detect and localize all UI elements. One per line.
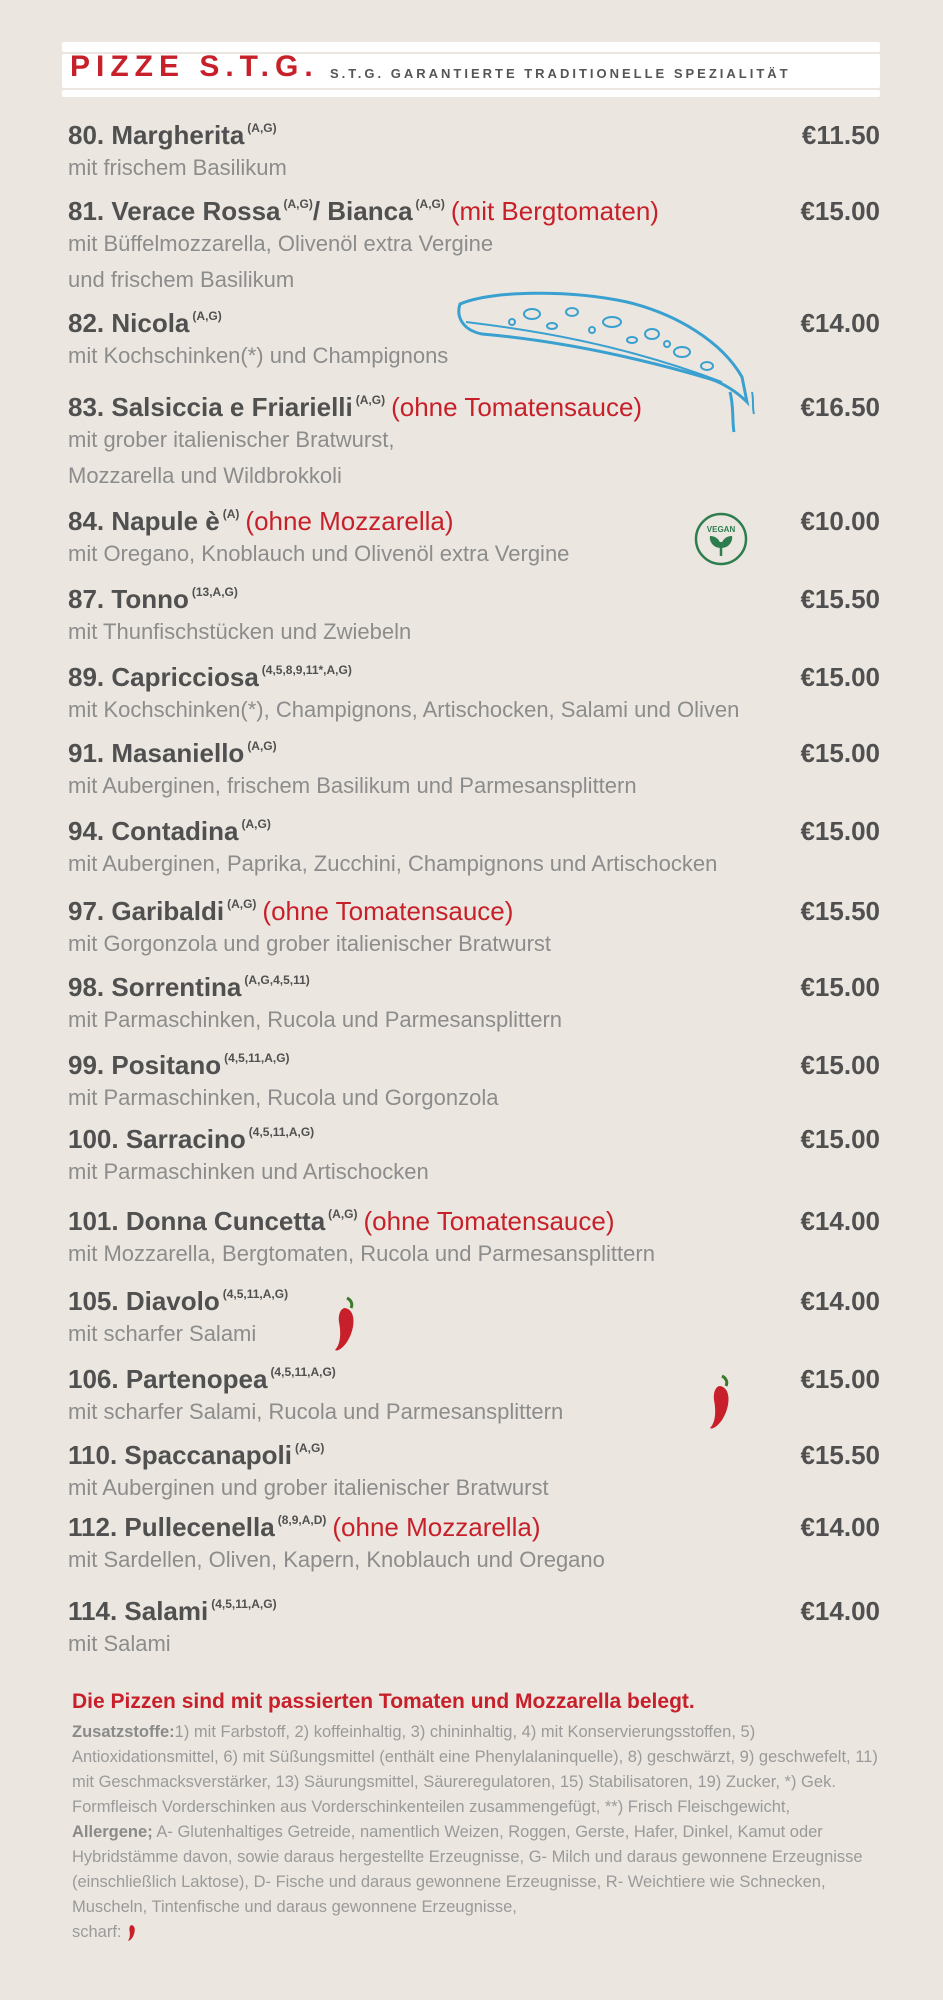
item-allergens: (8,9,A,D) <box>277 1513 327 1527</box>
item-name: 110. Spaccanapoli <box>68 1440 293 1470</box>
item-allergens: (13,A,G) <box>191 585 238 599</box>
item-allergens: (A,G) <box>295 1441 325 1455</box>
item-note: (ohne Tomatensauce) <box>262 896 514 926</box>
item-price: €15.50 <box>800 584 880 614</box>
item-name: 97. Garibaldi <box>68 896 225 926</box>
item-allergens: (A,G) <box>328 1207 358 1221</box>
menu-item <box>68 1440 880 1506</box>
item-name: 106. Partenopea <box>68 1364 268 1394</box>
additives-label: Zusatzstoffe: <box>72 1723 175 1741</box>
vegan-label: VEGAN <box>706 525 736 534</box>
allergens-label: Allergene; <box>72 1823 153 1841</box>
item-description: mit Salami <box>68 1631 171 1656</box>
item-name: 99. Positano <box>68 1050 222 1080</box>
item-allergens: (A,G) <box>247 121 277 135</box>
menu-item <box>68 1286 880 1352</box>
item-price: €15.00 <box>800 972 880 1002</box>
item-price: €15.00 <box>800 1364 880 1394</box>
menu-item <box>68 1512 880 1578</box>
item-name-alt: / Bianca <box>312 196 413 226</box>
item-allergens: (A,G) <box>241 817 271 831</box>
item-description: mit scharfer Salami, Rucola und Parmesansplittern <box>68 1399 564 1424</box>
additives-text: 1) mit Farbstoff, 2) koffeinhaltig, 3) chininhaltig, 4) mit Konservierungsstoffen, 5) Antioxidationsmittel, 6) mit Süßungsmittel (enthält eine Phenylalaninquelle), 8) geschwärzt, 9) geschwefelt, 11) mit Geschmacksverstärker, 13) Säurungsmittel, Säureregulatoren, 15) Stabilisatoren, 19) Zucker, *) Gek. Formfleisch Vorderschinken aus Vorderschinkenteilen zusammengefügt, **) Frisch Fleischgewicht, <box>72 1723 878 1816</box>
item-name: 101. Donna Cuncetta <box>68 1206 326 1236</box>
menu-item <box>68 662 880 728</box>
item-name: 81. Verace Rossa <box>68 196 281 226</box>
item-description: mit Büffelmozzarella, Olivenöl extra Vergine <box>68 231 494 256</box>
item-description: und frischem Basilikum <box>68 267 295 292</box>
item-name: 100. Sarracino <box>68 1124 246 1154</box>
item-allergens: (4,5,11,A,G) <box>222 1287 289 1301</box>
item-description: mit Parmaschinken, Rucola und Gorgonzola <box>68 1085 499 1110</box>
item-description: mit Gorgonzola und grober italienischer Bratwurst <box>68 931 552 956</box>
item-allergens: (A) <box>222 507 240 521</box>
item-note: (ohne Tomatensauce) <box>363 1206 615 1236</box>
item-description: mit frischem Basilikum <box>68 155 287 180</box>
item-description: mit Mozzarella, Bergtomaten, Rucola und Parmesansplittern <box>68 1241 655 1266</box>
menu-item <box>68 972 880 1038</box>
item-description: mit Thunfischstücken und Zwiebeln <box>68 619 412 644</box>
item-allergens: (A,G) <box>283 197 313 211</box>
item-price: €15.50 <box>800 1440 880 1470</box>
item-price: €14.00 <box>800 308 880 338</box>
item-price: €14.00 <box>800 1596 880 1626</box>
item-note: (ohne Mozzarella) <box>332 1512 541 1542</box>
item-price: €15.50 <box>800 896 880 926</box>
item-name: 91. Masaniello <box>68 738 245 768</box>
item-price: €14.00 <box>800 1512 880 1542</box>
item-price: €15.00 <box>800 662 880 692</box>
item-name: 80. Margherita <box>68 120 245 150</box>
item-description: Mozzarella und Wildbrokkoli <box>68 463 342 488</box>
menu-item <box>68 1206 880 1272</box>
menu-item <box>68 1050 880 1116</box>
item-description: mit Oregano, Knoblauch und Olivenöl extra Vergine <box>68 541 570 566</box>
page-subtitle: S.T.G. GARANTIERTE TRADITIONELLE SPEZIALITÄT <box>330 66 791 81</box>
item-note: (ohne Tomatensauce) <box>391 392 643 422</box>
pizza-slice-icon <box>452 282 762 442</box>
item-name: 89. Capricciosa <box>68 662 259 692</box>
item-note: (mit Bergtomaten) <box>450 196 659 226</box>
allergens-text: A- Glutenhaltiges Getreide, namentlich Weizen, Roggen, Gerste, Hafer, Dinkel, Kamut oder Hybridstämme davon, sowie daraus hergestellte Erzeugnisse, G- Milch und daraus gewonnene Erzeugnisse (einschließlich Laktose), D- Fische und daraus gewonnene Erzeugnisse, R- Weichtiere wie Schnecken, Muscheln, Tintenfische und daraus gewonnene Erzeugnisse, <box>72 1823 863 1916</box>
item-description: mit scharfer Salami <box>68 1321 257 1346</box>
item-name: 105. Diavolo <box>68 1286 220 1316</box>
item-allergens: (4,5,11,A,G) <box>270 1365 336 1379</box>
item-note: (ohne Mozzarella) <box>245 506 454 536</box>
item-name: 84. Napule è <box>68 506 220 536</box>
item-price: €15.00 <box>800 196 880 226</box>
vegan-leaf-icon <box>694 512 748 566</box>
chili-pepper-icon <box>333 1294 359 1354</box>
item-price: €16.50 <box>800 392 880 422</box>
menu-item <box>68 120 880 186</box>
item-description: mit Parmaschinken, Rucola und Parmesansplittern <box>68 1007 563 1032</box>
item-price: €11.50 <box>801 120 880 150</box>
item-name: 83. Salsiccia e Friarielli <box>68 392 353 422</box>
item-price: €14.00 <box>800 1286 880 1316</box>
menu-item <box>68 584 880 650</box>
item-description: mit Kochschinken(*) und Champignons <box>68 343 449 368</box>
item-name: 114. Salami <box>68 1596 209 1626</box>
item-price: €15.00 <box>800 738 880 768</box>
menu-item <box>68 738 880 804</box>
item-allergens: (A,G) <box>192 309 222 323</box>
item-allergens: (A,G) <box>247 739 277 753</box>
item-allergens: (4,5,11,A,G) <box>224 1051 290 1065</box>
item-name: 87. Tonno <box>68 584 189 614</box>
page-title: PIZZE S.T.G. <box>70 50 319 83</box>
item-allergens: (4,5,11,A,G) <box>248 1125 315 1139</box>
item-allergens: (A,G,4,5,11) <box>244 973 310 987</box>
item-description: mit Sardellen, Oliven, Kapern, Knoblauch und Oregano <box>68 1547 605 1572</box>
item-price: €14.00 <box>800 1206 880 1236</box>
item-description: mit Auberginen und grober italienischer Bratwurst <box>68 1475 549 1500</box>
item-name: 94. Contadina <box>68 816 239 846</box>
menu-item <box>68 1364 880 1430</box>
item-price: €15.00 <box>800 816 880 846</box>
spicy-label: scharf: <box>72 1923 122 1941</box>
item-allergens: (4,5,8,9,11*,A,G) <box>261 663 352 677</box>
item-allergens-alt: (A,G) <box>415 197 445 211</box>
menu-item <box>68 1596 880 1662</box>
item-description: mit Kochschinken(*), Champignons, Artischocken, Salami und Oliven <box>68 697 740 722</box>
chili-pepper-icon <box>126 1920 138 1942</box>
item-description: mit Auberginen, frischem Basilikum und Parmesansplittern <box>68 773 637 798</box>
item-price: €15.00 <box>800 1050 880 1080</box>
menu-item <box>68 506 880 572</box>
item-description: mit Auberginen, Paprika, Zucchini, Champignons und Artischocken <box>68 851 718 876</box>
chili-pepper-icon <box>708 1372 734 1432</box>
item-allergens: (A,G) <box>355 393 386 407</box>
footer-legal <box>72 1720 882 1945</box>
item-name: 112. Pullecenella <box>68 1512 275 1542</box>
item-price: €10.00 <box>800 506 880 536</box>
item-description: mit grober italienischer Bratwurst, <box>68 427 395 452</box>
item-name: 98. Sorrentina <box>68 972 242 1002</box>
item-name: 82. Nicola <box>68 308 190 338</box>
menu-item <box>68 1124 880 1190</box>
menu-item <box>68 816 880 882</box>
item-allergens: (A,G) <box>227 897 257 911</box>
item-price: €15.00 <box>800 1124 880 1154</box>
footer-main-note: Die Pizzen sind mit passierten Tomaten und Mozzarella belegt. <box>72 1690 695 1713</box>
menu-item <box>68 896 880 962</box>
item-description: mit Parmaschinken und Artischocken <box>68 1159 429 1184</box>
item-allergens: (4,5,11,A,G) <box>211 1597 277 1611</box>
